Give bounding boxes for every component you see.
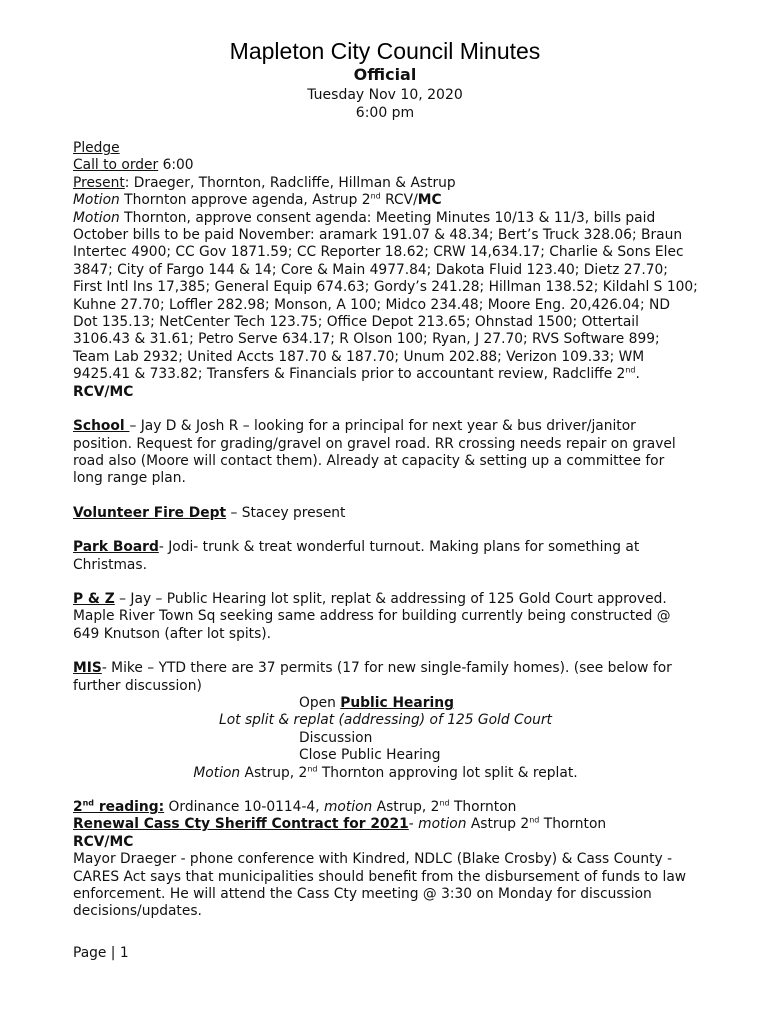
agenda-mc: MC xyxy=(417,192,442,209)
call-to-order-line xyxy=(73,157,698,174)
renewal-rcvmc: RCV/MC xyxy=(73,833,134,850)
meeting-time: 6:00 pm xyxy=(355,105,415,121)
ordinal-suffix: nd xyxy=(529,815,540,825)
motion-word: Motion xyxy=(193,764,241,781)
agenda-rcv: RCV/ xyxy=(385,192,418,209)
pledge-line xyxy=(73,140,698,157)
hearing-open-label: Open xyxy=(299,694,341,711)
park-section xyxy=(73,539,698,574)
hearing-close: Close Public Hearing xyxy=(299,747,441,764)
ordinal-suffix: nd xyxy=(370,191,381,201)
hearing-title: Public Hearing xyxy=(340,694,454,711)
consent-rcvmc: RCV/MC xyxy=(73,383,134,400)
mis-text: - Mike – YTD there are 37 permits (17 for new single-family homes). (see below for further discussion) xyxy=(73,660,672,694)
page-number: Page | 1 xyxy=(73,945,129,961)
hearing-open xyxy=(73,695,698,712)
hearing-motion-b: Thornton approving lot split & replat. xyxy=(317,764,578,781)
agenda-motion-text: Thornton approve agenda, Astrup 2 xyxy=(124,192,371,209)
call-to-order-label: Call to order xyxy=(73,157,159,174)
second-reading xyxy=(73,799,698,816)
status-heading: Official xyxy=(353,65,417,84)
pz-label: P & Z xyxy=(73,590,115,607)
renewal-line xyxy=(73,816,698,833)
consent-motion-text: Thornton, approve consent agenda: Meeting Minutes 10/13 & 11/3, bills paid October bills to be paid November: aramark 191.07 & 48.34; Bert’s Truck 328.06; Braun Intertec 4900; CC Gov 1871.59; CC Reporter 18.62; CRW 14,634.17; Charlie & Sons Elec 3847; City of Fargo 144 & 14; Core & Main 4977.84; Dakota Fluid 123.40; Dietz 27.70; First Intl Ins 17,385; General Equip 674.63; Gordy’s 241.28; Hillman 138.52; Kildahl S 100; Kuhne 27.70; Loffler 282.98; Monson, A 100; Midco 234.48; Moore Eng. 20,426.04; ND Dot 135.13; NetCenter Tech 123.75; Office Depot 213.65; Ohnstad 1500; Ottertail 3106.43 & 31.61; Petro Serve 634.17; R Olson 100; Ryan, J 27.70; RVS Software 899; Team Lab 2932; United Accts 187.70 & 187.70; Unum 202.88; Verizon 109.33; WM 9425.41 & 733.82; Transfers & Financials prior to accountant review, Radcliffe 2 xyxy=(73,209,698,383)
school-label: School xyxy=(73,418,130,435)
school-section xyxy=(73,418,698,488)
mis-label: MIS xyxy=(73,660,102,677)
present-label: Present xyxy=(73,174,125,191)
present-text: : Draeger, Thornton, Radcliffe, Hillman & Astrup xyxy=(124,174,456,191)
reading-text-c: Thornton xyxy=(449,799,517,815)
pz-text: – Jay – Public Hearing lot split, replat & addressing of 125 Gold Court approved. Maple River Town Sq seeking same address for building currently being constructed @ 649 Knutson (after lot spits). xyxy=(73,590,671,642)
ordinal-suffix: nd xyxy=(625,365,636,375)
pledge-label: Pledge xyxy=(73,140,120,156)
present-line xyxy=(73,175,698,192)
motion-word: motion xyxy=(418,816,467,833)
fire-label: Volunteer Fire Dept xyxy=(73,504,227,521)
ordinal-suffix: nd xyxy=(439,798,450,808)
reading-text-a: Ordinance 10-0114-4, xyxy=(164,799,324,815)
park-text: - Jodi- trunk & treat wonderful turnout. Making plans for something at Christmas. xyxy=(73,539,640,573)
renewal-dash: - xyxy=(408,816,419,833)
page-title: Mapleton City Council Minutes xyxy=(229,38,541,64)
consent-end: . xyxy=(635,366,640,383)
hearing-subject: Lot split & replat (addressing) of 125 Gold Court xyxy=(219,712,552,729)
consent-motion xyxy=(73,210,698,401)
mayor-paragraph: Mayor Draeger - phone conference with Kindred, NDLC (Blake Crosby) & Cass County - CARES Act says that municipalities should benefit from the disbursement of funds to law enforcement. He will attend the Cass Cty meeting @ 3:30 on Monday for discussion decisions/updates. xyxy=(73,851,687,920)
renewal-end: Thornton xyxy=(539,816,607,833)
hearing-motion-a: Astrup, 2 xyxy=(240,764,308,781)
school-text: – Jay D & Josh R – looking for a principal for next year & bus driver/janitor position. Request for grading/gravel on gravel road. RR crossing needs repair on gravel road also (Moore will contact them). Already at capacity & setting up a committee for long range plan. xyxy=(73,418,676,487)
pz-section xyxy=(73,591,698,643)
hearing-motion xyxy=(73,765,698,782)
call-to-order-time: 6:00 xyxy=(162,157,194,174)
motion-word: Motion xyxy=(73,209,120,226)
fire-section xyxy=(73,505,698,522)
motion-word: Motion xyxy=(73,192,120,209)
mis-section xyxy=(73,660,698,695)
minutes-body xyxy=(73,140,698,921)
renewal-label: Renewal Cass Cty Sheriff Contract for 2021 xyxy=(73,816,409,833)
meeting-date: Tuesday Nov 10, 2020 xyxy=(307,87,463,103)
reading-label: 2nd reading: xyxy=(73,798,165,815)
agenda-motion xyxy=(73,192,698,209)
ordinal-suffix: nd xyxy=(307,764,318,773)
hearing-discussion: Discussion xyxy=(299,729,373,746)
park-label: Park Board xyxy=(73,539,159,556)
fire-text: – Stacey present xyxy=(226,504,346,521)
renewal-text: Astrup 2 xyxy=(466,816,530,833)
motion-word: motion xyxy=(323,799,373,815)
reading-text-b: Astrup, 2 xyxy=(372,799,440,815)
